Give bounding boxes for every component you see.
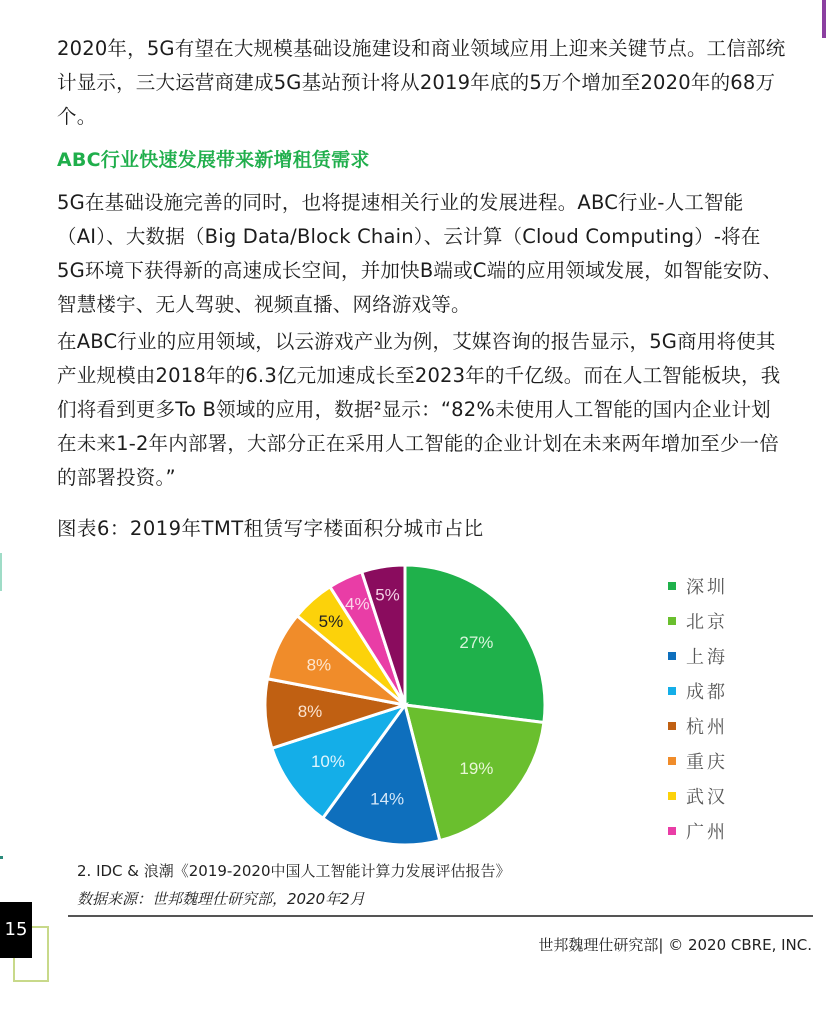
legend-swatch-icon (668, 617, 676, 625)
legend-swatch-icon (668, 827, 676, 835)
footnote: 2. IDC & 浪潮《2019-2020中国人工智能计算力发展评估报告》 (77, 862, 511, 880)
legend-swatch-icon (668, 757, 676, 765)
legend-item: 重庆 (668, 743, 728, 778)
legend-swatch-icon (668, 722, 676, 730)
pie-slice-label: 27% (459, 633, 494, 653)
pie-slice-label: 8% (306, 655, 332, 675)
paragraph-abc-industry: 5G在基础设施完善的同时，也将提速相关行业的发展进程。ABC行业-人工智能（AI）、大数据（Big Data/Block Chain）、云计算（Cloud Computing）-将在5G环境下获得新的高速成长空间，并加快B端或C端的应用领域发展，如智能安防、智慧楼宇、无人驾驶、视频直播、网络游戏等。 (57, 191, 783, 316)
legend-swatch-icon (668, 652, 676, 660)
pie-slice-label: 10% (310, 751, 345, 771)
legend-item: 北京 (668, 603, 728, 638)
pie-slice-label: 5% (318, 611, 344, 631)
legend-item: 深圳 (668, 568, 728, 603)
legend-item: 杭州 (668, 708, 728, 743)
paragraph-5g-infrastructure: 2020年，5G有望在大规模基础设施建设和商业领域应用上迎来关键节点。工信部统计显示，三大运营商建成5G基站预计将从2019年底的5万个增加至2020年的68万个。 (57, 37, 786, 128)
chart-title: 图表6：2019年TMT租赁写字楼面积分城市占比 (57, 517, 484, 540)
divider (68, 915, 813, 917)
legend-item: 武汉 (668, 778, 728, 813)
edge-accent-dot (0, 856, 3, 859)
page-number: 15 (0, 902, 32, 958)
pie-slice-label: 19% (459, 758, 494, 778)
legend-item: 广州 (668, 813, 728, 848)
chart-legend (668, 568, 728, 848)
legend-item: 上海 (668, 638, 728, 673)
edge-accent-bar (822, 0, 826, 38)
pie-chart (255, 555, 555, 855)
copyright: 世邦魏理仕研究部| © 2020 CBRE, INC. (538, 936, 812, 954)
paragraph-cloud-gaming-ai: 在ABC行业的应用领域，以云游戏产业为例，艾媒咨询的报告显示，5G商用将使其产业规模由2018年的6.3亿元加速成长至2023年的千亿级。而在人工智能板块，我们将看到更多To B领域的应用，数据²显示：“82%未使用人工智能的国内企业计划在未来1-2年内部署，大部分正在采用人工智能的企业计划在未来两年增加至少一倍的部署投资。” (57, 330, 781, 489)
legend-swatch-icon (668, 687, 676, 695)
edge-accent-bar (0, 553, 2, 591)
pie-slice-label: 8% (297, 701, 323, 721)
pie-slice-label: 4% (345, 594, 370, 614)
pie-slice-label: 14% (370, 789, 405, 809)
legend-swatch-icon (668, 792, 676, 800)
legend-swatch-icon (668, 582, 676, 590)
pie-slice-label: 5% (375, 585, 400, 605)
data-source: 数据来源：世邦魏理仕研究部，2020年2月 (77, 890, 365, 908)
section-heading: ABC行业快速发展带来新增租赁需求 (57, 149, 370, 171)
legend-item: 成都 (668, 673, 728, 708)
